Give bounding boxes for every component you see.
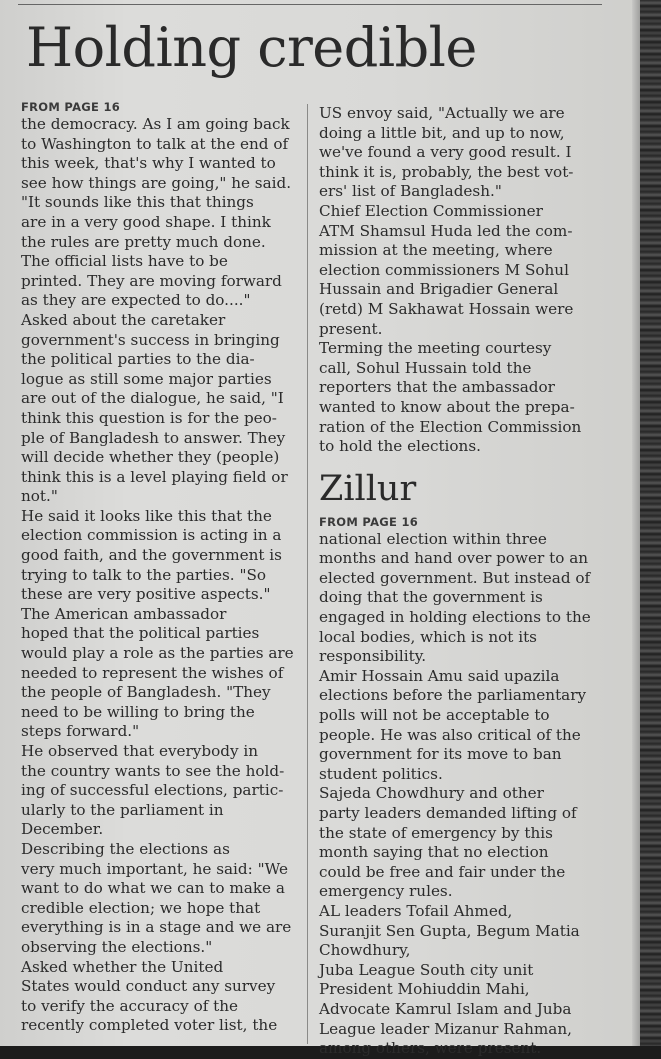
text-line: the rules are pretty much done. — [21, 232, 266, 251]
text-line: polls will not be acceptable to — [319, 706, 550, 725]
text-line: these are very positive aspects." — [21, 585, 271, 604]
text-line: need to be willing to bring the — [21, 702, 255, 721]
text-line: December. — [21, 820, 104, 839]
text-line: the democracy. As I am going back — [21, 115, 290, 133]
text-line: to verify the accuracy of the — [21, 996, 239, 1015]
continuation-kicker: FROM PAGE 16 — [21, 100, 121, 114]
text-line: Chief Election Commissioner — [319, 201, 543, 220]
text-line: Chowdhury, — [319, 941, 411, 960]
text-line: States would conduct any survey — [21, 977, 276, 996]
text-line: The official lists have to be — [21, 252, 228, 271]
text-line: League leader Mizanur Rahman, — [319, 1019, 572, 1038]
text-line: recently completed voter list, the — [21, 1016, 278, 1035]
text-line: call, Sohul Hussain told the — [319, 358, 532, 377]
text-line: trying to talk to the parties. "So — [21, 565, 266, 584]
text-line: Juba League South city unit — [319, 960, 534, 979]
text-line: Describing the elections as — [21, 839, 230, 858]
text-line: Asked whether the United — [21, 957, 224, 976]
text-line: this week, that's why I wanted to — [21, 154, 276, 173]
text-line: observing the elections." — [21, 937, 213, 956]
text-line: Advocate Kamrul Islam and Juba — [319, 999, 572, 1018]
top-rule — [18, 4, 602, 5]
text-line: party leaders demanded lifting of — [319, 804, 577, 822]
text-line: Asked about the caretaker — [21, 310, 226, 329]
text-line: engaged in holding elections to the — [319, 608, 591, 627]
text-line: (retd) M Sakhawat Hossain were — [319, 299, 574, 318]
text-line: we've found a very good result. I — [319, 143, 572, 162]
text-line: not." — [21, 487, 58, 506]
text-line: logue as still some major parties — [21, 369, 272, 388]
text-line: Terming the meeting courtesy — [319, 339, 552, 358]
text-line: to Washington to talk at the end of — [21, 134, 289, 153]
column-divider — [307, 104, 308, 1044]
text-line: election commissioners M Sohul — [319, 260, 569, 279]
text-line: doing a little bit, and up to now, — [319, 123, 565, 142]
text-line: mission at the meeting, where — [319, 241, 553, 260]
text-line: the political parties to the dia- — [21, 350, 255, 369]
text-line: national election within three — [319, 529, 547, 548]
text-line: everything is in a stage and we are — [21, 918, 292, 937]
text-line: credible election; we hope that — [21, 898, 261, 917]
article-column-1 — [21, 100, 293, 1036]
headline: Holding credible — [26, 16, 477, 79]
text-line: Suranjit Sen Gupta, Begum Matia — [319, 921, 580, 940]
text-line: elections before the parliamentary — [319, 686, 587, 705]
text-line: government for its move to ban — [319, 745, 562, 764]
text-line: AL leaders Tofail Ahmed, — [319, 901, 513, 920]
text-line: ing of successful elections, partic- — [21, 781, 284, 800]
text-line: steps forward." — [21, 722, 140, 741]
text-line: ularly to the parliament in — [21, 800, 224, 819]
text-line: doing that the government is — [319, 588, 543, 607]
text-line: emergency rules. — [319, 882, 453, 901]
text-line: Sajeda Chowdhury and other — [319, 784, 544, 803]
text-line: think this question is for the peo- — [21, 408, 277, 427]
text-line: government's success in bringing — [21, 330, 280, 349]
text-line: the people of Bangladesh. "They — [21, 683, 271, 702]
column-2-text — [319, 104, 599, 457]
second-article-text — [319, 530, 599, 1059]
text-line: ers' list of Bangladesh." — [319, 182, 502, 201]
page-edge — [640, 0, 661, 1046]
text-line: reporters that the ambassador — [319, 378, 555, 397]
text-line: He said it looks like this that the — [21, 506, 272, 525]
text-line: "It sounds like this that things — [21, 193, 254, 212]
text-line: as they are expected to do...." — [21, 291, 251, 310]
text-line: are out of the dialogue, he said, "I — [21, 389, 284, 408]
text-line: President Mohiuddin Mahi, — [319, 980, 530, 999]
text-line: are in a very good shape. I think — [21, 212, 271, 231]
text-line: ple of Bangladesh to answer. They — [21, 428, 286, 447]
text-line: ration of the Election Commission — [319, 417, 582, 436]
text-line: Amir Hossain Amu said upazila — [319, 666, 560, 685]
column-1-text — [21, 115, 293, 1036]
text-line: needed to represent the wishes of — [21, 663, 284, 682]
text-line: months and hand over power to an — [319, 549, 589, 568]
text-line: The American ambassador — [21, 604, 227, 623]
text-line: election commission is acting in a — [21, 526, 282, 545]
text-line: very much important, he said: "We — [21, 859, 288, 878]
text-line: want to do what we can to make a — [21, 879, 285, 898]
text-line: will decide whether they (people) — [21, 448, 280, 467]
text-line: good faith, and the government is — [21, 546, 282, 565]
text-line: elected government. But instead of — [319, 568, 591, 587]
text-line: present. — [319, 319, 383, 338]
text-line: hoped that the political parties — [21, 624, 260, 643]
text-line: wanted to know about the prepa- — [319, 397, 575, 416]
text-line: to hold the elections. — [319, 437, 481, 456]
text-line: could be free and fair under the — [319, 862, 566, 881]
text-line: among others, were present. — [319, 1039, 542, 1058]
text-line: He observed that everybody in — [21, 742, 258, 760]
text-line: local bodies, which is not its — [319, 627, 537, 646]
text-line: would play a role as the parties are — [21, 644, 294, 663]
article-column-2 — [319, 104, 599, 1059]
text-line: the country wants to see the hold- — [21, 761, 285, 780]
second-continuation-kicker: FROM PAGE 16 — [319, 514, 419, 529]
text-line: the state of emergency by this — [319, 823, 553, 842]
text-line: month saying that no election — [319, 843, 549, 862]
text-line: see how things are going," he said. — [21, 173, 292, 192]
text-line: people. He was also critical of the — [319, 725, 581, 744]
text-line: printed. They are moving forward — [21, 271, 282, 290]
text-line: responsibility. — [319, 647, 427, 666]
text-line: US envoy said, "Actually we are — [319, 104, 565, 122]
text-line: student politics. — [319, 764, 443, 783]
text-line: Hussain and Brigadier General — [319, 280, 559, 299]
text-line: think it is, probably, the best vot- — [319, 162, 574, 181]
text-line: ATM Shamsul Huda led the com- — [319, 221, 573, 240]
second-headline: Zillur — [319, 468, 417, 509]
text-line: think this is a level playing field or — [21, 467, 288, 486]
